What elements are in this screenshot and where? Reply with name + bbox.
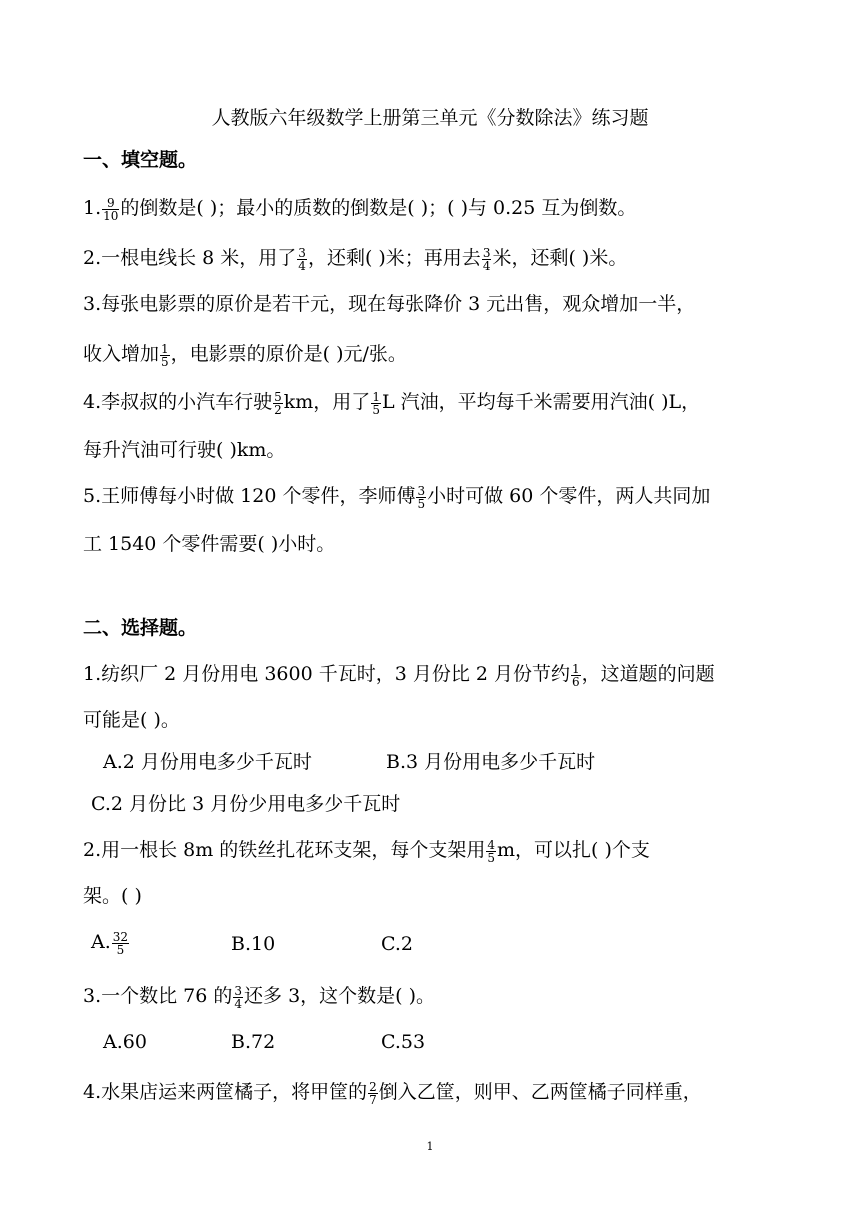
question-2-2-line-1: 2.用一根长 8m 的铁丝扎花环支架，每个支架用 $\frac{4}{5}$ m，可以扎( )个支 [83,837,650,865]
question-2-1-line-1: 1.纺织厂 2 月份用电 3600 千瓦时，3 月份比 2 月份节约 $\frac{1}{6}$ ，这道题的问题 [83,661,715,689]
fraction: $\frac{5}{2}$ [274,389,282,417]
fraction: $\frac{1}{6}$ [572,661,580,689]
fraction: $\frac{3}{4}$ [234,983,243,1011]
fraction: $\frac{3}{5}$ [417,483,426,511]
option-c: C.2 月份比 3 月份少用电多少千瓦时 [91,793,401,815]
question-1-1: 1. $\frac{9}{10}$ 的倒数是( )；最小的质数的倒数是( )；( )与 0.25 互为倒数。 [83,195,637,223]
section-heading-multiple-choice: 二、选择题。 [83,617,198,639]
option-a: A.60 [103,1031,147,1053]
fraction: $\frac{32}{5}$ [112,929,129,957]
question-1-4-line-1: 4.李叔叔的小汽车行驶 $\frac{5}{2}$ km，用了 $\frac{1}{5}$ L 汽油，平均每千米需要用汽油( )L， [83,389,701,417]
fraction: $\frac{4}{5}$ [487,837,495,865]
option-c: C.53 [381,1031,426,1053]
question-2-1-line-2: 可能是( )。 [83,709,180,731]
option-b: B.10 [231,933,276,955]
question-2-3: 3.一个数比 76 的 $\frac{3}{4}$ 还多 3，这个数是( )。 [83,983,436,1011]
fraction: $\frac{2}{7}$ [369,1079,377,1107]
question-1-3-line-2: 收入增加 $\frac{1}{5}$ ，电影票的原价是( )元/张。 [83,341,407,369]
option-b: B.3 月份用电多少千瓦时 [386,751,596,773]
option-b: B.72 [231,1031,276,1053]
option-a: A.2 月份用电多少千瓦时 [103,751,312,773]
fraction: $\frac{9}{10}$ [103,195,119,223]
question-2-2-line-2: 架。( ) [83,885,142,907]
question-1-2: 2.一根电线长 8 米，用了 $\frac{3}{4}$ ，还剩( )米；再用去 $\frac{3}{4}$ 米，还剩( )米。 [83,245,628,273]
fraction: $\frac{1}{5}$ [161,341,169,369]
section-heading-fill-blank: 一、填空题。 [83,149,198,171]
question-1-4-line-2: 每升汽油可行驶( )km。 [83,439,286,461]
question-1-5-line-2: 工 1540 个零件需要( )小时。 [83,533,336,555]
question-1-5-line-1: 5.王师傅每小时做 120 个零件，李师傅 $\frac{3}{5}$ 小时可做 60 个零件，两人共同加 [83,483,711,511]
page-title: 人教版六年级数学上册第三单元《分数除法》练习题 [211,107,649,129]
option-a: A. $\frac{32}{5}$ [91,929,129,957]
fraction: $\frac{3}{4}$ [482,245,491,273]
option-c: C.2 [381,933,413,955]
question-2-4: 4.水果店运来两筐橘子，将甲筐的 $\frac{2}{7}$ 倒入乙筐，则甲、乙两筐橘子同样重， [83,1079,702,1107]
fraction: $\frac{3}{4}$ [298,245,306,273]
question-1-3-line-1: 3.每张电影票的原价是若干元，现在每张降价 3 元出售，观众增加一半， [83,293,696,315]
page-number: 1 [426,1140,434,1153]
fraction: $\frac{1}{5}$ [372,389,380,417]
